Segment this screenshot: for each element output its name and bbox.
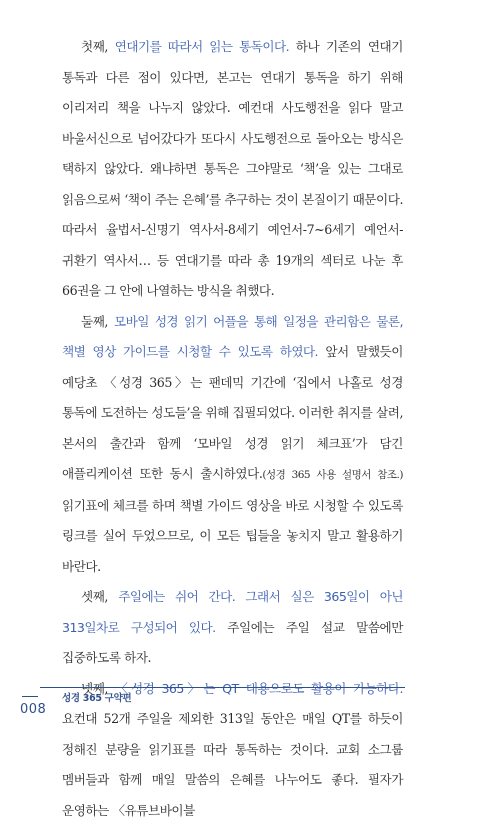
paragraph-third-body: 주일에는 주일 설교 말씀에만 집중하도록 하자. [62, 620, 403, 666]
paragraph-first [62, 32, 403, 307]
paragraph-second-body: 앞서 말했듯이 예당초 〈성경 365〉는 팬데믹 기간에 ‘집에서 나홀로 성경 통독에 도전하는 성도들’을 위해 집필되었다. 이러한 취지를 살려, 본서의 출간과 함께 ‘모바일 성경 읽기 체크표’가 담긴 애플리케이션 또한 동시 출시하였다. [62, 344, 403, 481]
paragraph-third [62, 582, 403, 674]
running-footer-title: 성경 365 구약편 [62, 690, 131, 704]
paragraph-second-note: (성경 365 사용 설명서 참조.) [262, 469, 403, 481]
paragraph-second-body-end: 읽기표에 체크를 하며 책별 가이드 영상을 바로 시청할 수 있도록 링크를 실어 두었으므로, 이 모든 팁들을 놓치지 말고 활용하기 바란다. [62, 498, 403, 574]
paragraph-fourth-highlight: 〈성경 365〉는 QT 대용으로도 활용이 가능하다. [115, 681, 403, 696]
page-number: 008 [20, 702, 46, 717]
footer-rule [40, 687, 405, 688]
paragraph-fourth-body: 요컨대 52개 주일을 제외한 313일 동안은 매일 QT를 하듯이 정해진 분량을 읽기표를 따라 통독하는 것이다. 교회 소그룹 멤버들과 함께 매일 말씀의 은혜를 나누어도 좋다. 필자가 운영하는 〈유튜브바이블 [62, 711, 403, 818]
paragraph-third-highlight: 주일에는 쉬어 간다. 그래서 실은 365일이 아닌 313일차로 구성되어 있다. [62, 589, 403, 635]
paragraph-first-body: 하나 기존의 연대기 통독과 다른 점이 있다면, 본고는 연대기 통독을 하기 위해 이리저리 책을 나누지 않았다. 예컨대 사도행전을 읽다 말고 바울서신으로 넘어갔다가 또다시 사도행전으로 돌아오는 방식은 택하지 않았다. 왜냐하면 통독은 그야말로 ‘책’을 있는 그대로 읽음으로써 ‘책이 주는 은혜’를 추구하는 것이 본질이기 때문이다. 따라서 율법서-신명기 역사서-8세기 예언서-7~6세기 예언서-귀환기 역사서… 등 연대기를 따라 총 19개의 섹터로 나눈 후 66권을 그 안에 나열하는 방식을 취했다. [62, 39, 403, 298]
paragraph-first-highlight: 연대기를 따라서 읽는 통독이다. [115, 39, 289, 54]
paragraph-second [62, 307, 403, 583]
body-text [62, 32, 403, 826]
paragraph-third-lead: 셋째, [81, 589, 118, 604]
paragraph-first-lead: 첫째, [81, 39, 115, 54]
footer-dash [22, 696, 38, 697]
paragraph-fourth-lead: 넷째, [81, 681, 115, 696]
paragraph-second-highlight: 모바일 성경 읽기 어플을 통해 일정을 관리함은 물론, 책별 영상 가이드를 시청할 수 있도록 하였다. [62, 314, 403, 360]
paragraph-second-lead: 둘째, [81, 314, 114, 329]
